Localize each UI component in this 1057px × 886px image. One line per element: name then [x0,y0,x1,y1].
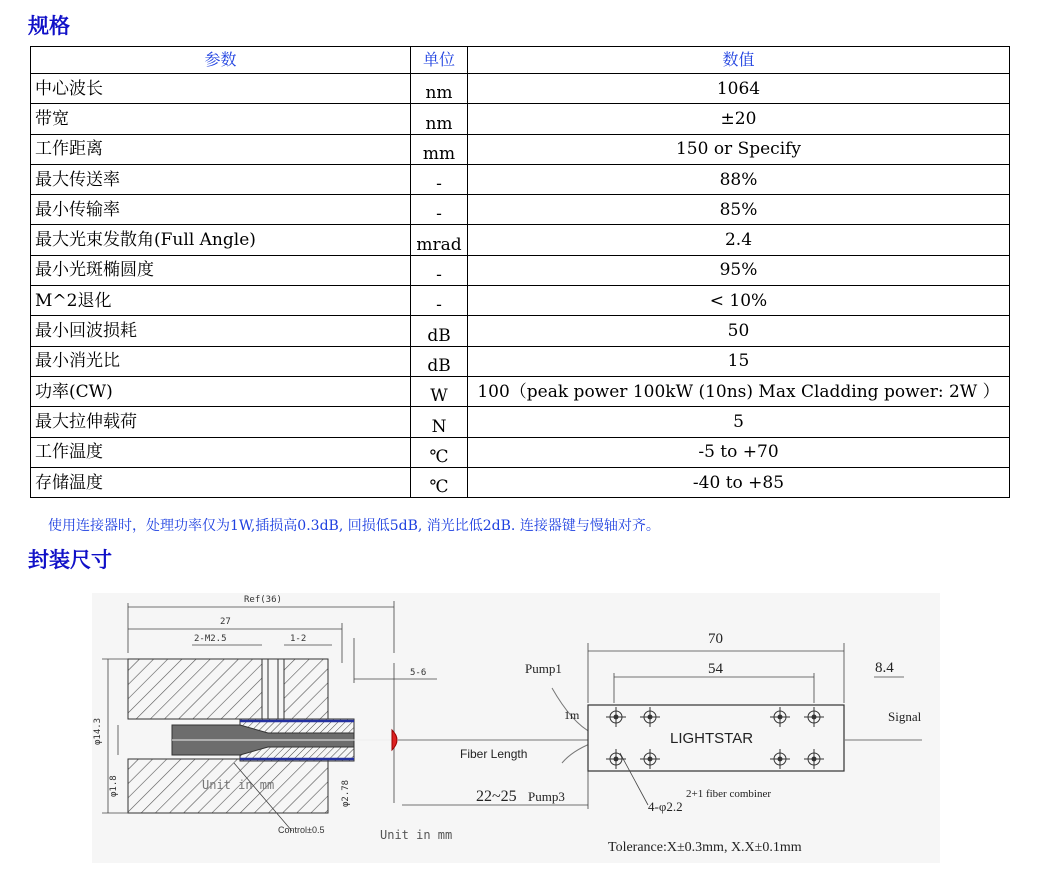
param-cell: 最大传送率 [31,164,411,194]
dim-70: 70 [708,631,723,647]
dim-phi143: φ14.3 [93,717,103,745]
dimension-drawing-svg [92,593,940,863]
dim-5-6: 5-6 [410,668,427,678]
package-heading: 封装尺寸 [28,548,112,572]
param-cell: 最大光束发散角(Full Angle) [31,225,411,255]
value-cell: -40 to +85 [468,467,1010,497]
unit-label-left: Unit in mm [202,778,275,792]
table-row [31,437,1010,467]
fiber-drawing [398,661,592,809]
length-1m-label: 1m [564,708,580,722]
value-cell: 88% [468,164,1010,194]
holes-label: 4-φ2.2 [648,799,683,814]
value-cell: -5 to +70 [468,437,1010,467]
table-row [31,255,1010,285]
param-cell: 工作距离 [31,134,411,164]
value-cell: ±20 [468,104,1010,134]
dim-phi18: φ1.8 [109,775,119,797]
pump1-label: Pump1 [525,661,562,676]
fiber-length-label: Fiber Length [460,747,528,761]
param-cell: 最小消光比 [31,346,411,376]
param-cell: 最小光斑椭圆度 [31,255,411,285]
connector-drawing [93,595,452,842]
value-cell: 100（peak power 100kW (10ns) Max Cladding power: 2W ） [468,376,1010,406]
unit-cell: mm [411,134,468,164]
table-row [31,195,1010,225]
table-row [31,164,1010,194]
unit-cell: dB [411,316,468,346]
param-cell: M^2退化 [31,286,411,316]
unit-cell: dB [411,346,468,376]
dim-8-4: 8.4 [875,660,894,676]
dim-1-2: 1-2 [290,634,307,644]
control-label: Control±0.5 [278,825,325,835]
value-cell: 15 [468,346,1010,376]
table-row [31,467,1010,497]
param-cell: 最小回波损耗 [31,316,411,346]
unit-cell: - [411,195,468,225]
dim-ref: Ref(36) [244,595,282,605]
brand-label: LIGHTSTAR [670,730,754,747]
param-cell: 中心波长 [31,74,411,104]
table-row [31,346,1010,376]
param-cell: 存储温度 [31,467,411,497]
unit-cell: nm [411,74,468,104]
dim-22-25: 22~25 [476,788,517,805]
table-row [31,316,1010,346]
value-cell: 2.4 [468,225,1010,255]
header-value: 数值 [468,47,1010,74]
unit-label-bottom: Unit in mm [380,828,453,842]
table-row [31,134,1010,164]
value-cell: 5 [468,407,1010,437]
unit-cell: ℃ [411,437,468,467]
unit-cell: W [411,376,468,406]
param-cell: 功率(CW) [31,376,411,406]
header-unit: 单位 [411,47,468,74]
dim-54: 54 [708,661,723,677]
dim-phi278: φ2.78 [341,779,351,807]
package-drawing [92,593,940,863]
header-param: 参数 [31,47,411,74]
param-cell: 带宽 [31,104,411,134]
unit-cell: - [411,286,468,316]
table-row [31,74,1010,104]
value-cell: 150 or Specify [468,134,1010,164]
combiner-drawing [588,631,922,855]
table-row [31,286,1010,316]
pump3-label: Pump3 [528,789,565,804]
table-row [31,104,1010,134]
value-cell: 85% [468,195,1010,225]
value-cell: 1064 [468,74,1010,104]
tolerance-label: Tolerance:X±0.3mm, X.X±0.1mm [608,840,802,855]
combiner-label: 2+1 fiber combiner [686,788,772,800]
table-row [31,407,1010,437]
value-cell: 95% [468,255,1010,285]
table-row [31,225,1010,255]
unit-cell: - [411,164,468,194]
signal-label: Signal [888,709,922,724]
table-header-row [31,47,1010,74]
spec-table [30,46,1010,498]
connector-note: 使用连接器时，处理功率仅为1W,插损高0.3dB, 回损低5dB, 消光比低2dB. 连接器键与慢轴对齐。 [48,518,660,534]
table-row [31,376,1010,406]
unit-cell: - [411,255,468,285]
param-cell: 最小传输率 [31,195,411,225]
value-cell: 50 [468,316,1010,346]
value-cell: < 10% [468,286,1010,316]
spec-heading: 规格 [28,14,70,38]
dim-27: 27 [220,617,231,627]
unit-cell: nm [411,104,468,134]
param-cell: 工作温度 [31,437,411,467]
dim-m25: 2-M2.5 [194,634,227,644]
unit-cell: ℃ [411,467,468,497]
unit-cell: mrad [411,225,468,255]
unit-cell: N [411,407,468,437]
param-cell: 最大拉伸载荷 [31,407,411,437]
